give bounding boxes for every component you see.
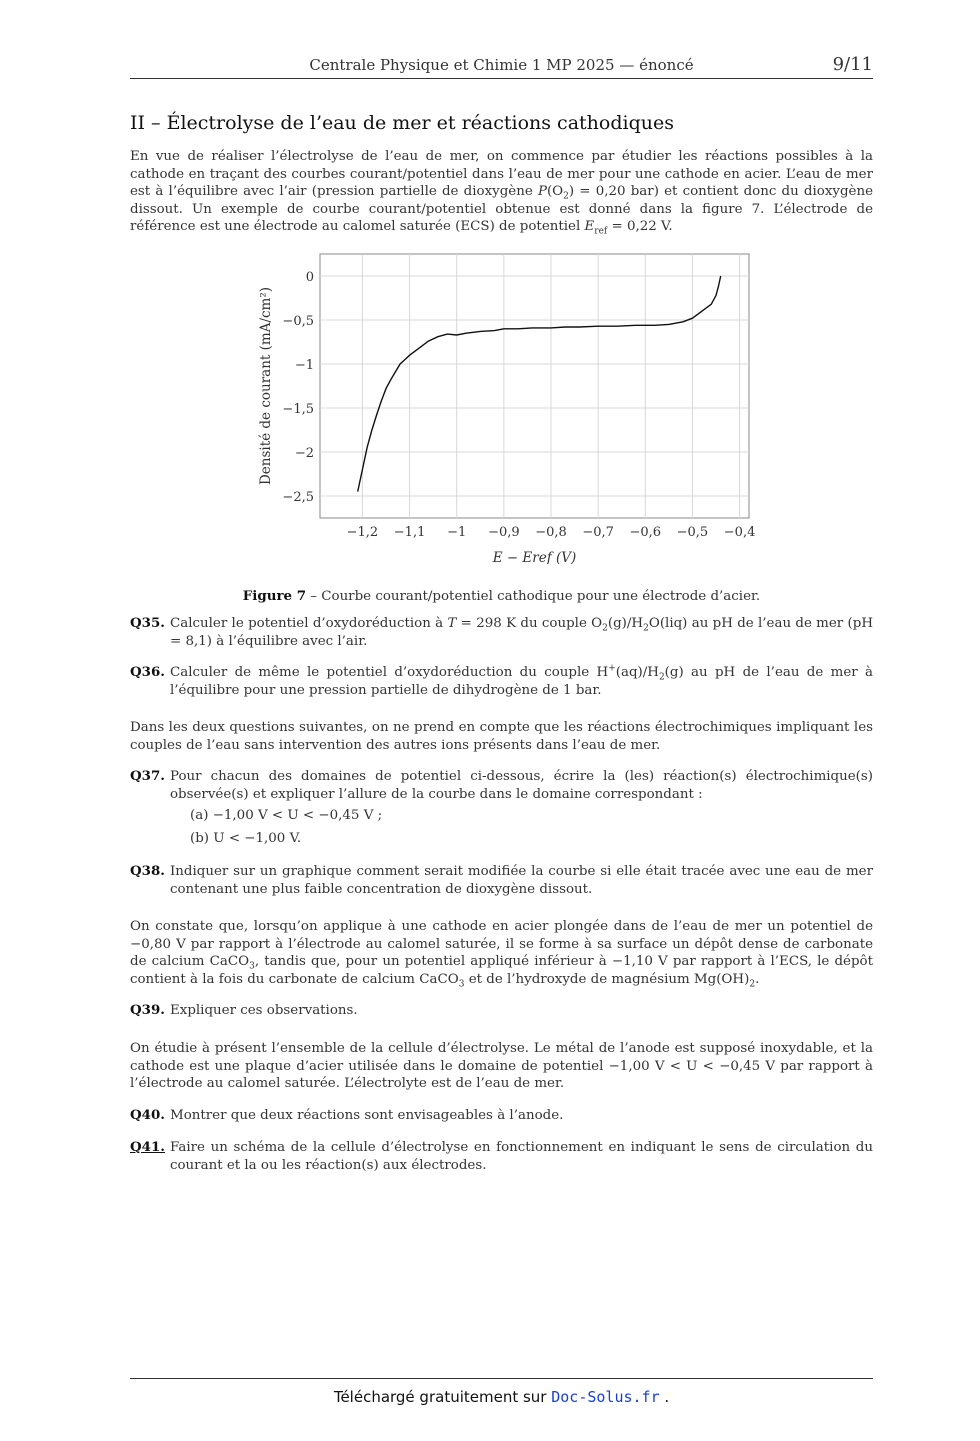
question-number: Q36. xyxy=(130,664,165,680)
paragraph-deposit: On constate que, lorsqu’on applique à une cathode en acier plongée dans de l’eau de mer un potentiel de −0,80 V par rapport à l’électrode au calomel saturée, il se forme à sa surface un dépôt dense de carbonate de calcium CaCO$_3$, tandis que, pour un potentiel appliqué inférieur à −1,10 V par rapport à l’ECS, le dépôt contient à la fois du carbonate de calcium CaCO$_3$ et de l’hydroxyde de magnésium $Mg(OH)_2$. xyxy=(130,919,873,990)
question-40 xyxy=(130,1107,873,1125)
page-footer: Téléchargé gratuitement sur Doc-Solus.fr . xyxy=(333,1388,670,1406)
x-tick-label: −0,4 xyxy=(723,525,756,540)
question-number: Q41. xyxy=(130,1139,165,1155)
paragraph-water-couples: Dans les deux questions suivantes, on ne prend en compte que les réactions électrochimiques impliquant les couples de l’eau sans intervention des autres ions présents dans l’eau de mer. xyxy=(130,720,873,753)
question-37-item-a: (a) −1,00 V < U < −0,45 V ; xyxy=(190,808,383,823)
question-36 xyxy=(130,664,873,699)
question-38 xyxy=(130,863,873,898)
y-tick-label: −2,5 xyxy=(282,490,314,505)
question-number: Q40. xyxy=(130,1107,165,1123)
x-tick-label: −1,1 xyxy=(393,525,426,540)
y-tick-label: −1 xyxy=(294,358,314,373)
page-header xyxy=(130,54,873,79)
footer-link[interactable]: Doc-Solus.fr xyxy=(551,1388,660,1406)
y-tick-label: −0,5 xyxy=(282,314,314,329)
current-potential-chart xyxy=(250,244,760,564)
x-tick-label: −1,2 xyxy=(346,525,379,540)
question-39 xyxy=(130,1002,873,1020)
section-title: II – Électrolyse de l’eau de mer et réactions cathodiques xyxy=(130,112,674,134)
footer-divider xyxy=(130,1378,873,1379)
x-tick-label: −0,7 xyxy=(582,525,614,540)
question-text: Faire un schéma de la cellule d’électrolyse en fonctionnement en indiquant le sens de circulation du courant et la ou les réaction(s) aux électrodes. xyxy=(170,1140,873,1173)
header-title: Centrale Physique et Chimie 1 MP 2025 — énoncé xyxy=(309,56,694,74)
x-tick-label: −0,9 xyxy=(488,525,520,540)
question-text: Indiquer sur un graphique comment serait modifiée la courbe si elle était tracée avec une eau de mer contenant une plus faible concentration de dioxygène dissout. xyxy=(170,864,873,897)
question-number: Q39. xyxy=(130,1002,165,1018)
x-tick-label: −1 xyxy=(447,525,467,540)
question-text: Montrer que deux réactions sont envisageables à l’anode. xyxy=(170,1108,564,1123)
question-text: Pour chacun des domaines de potentiel ci-dessous, écrire la (les) réaction(s) électrochimique(s) observée(s) et expliquer l’allure de la courbe dans le domaine correspondant : xyxy=(170,769,873,802)
y-tick-label: 0 xyxy=(305,270,314,285)
question-text: Calculer de même le potentiel d’oxydoréduction du couple $H^+(aq)/H_2(g)$ au pH de l’eau de mer à l’équilibre pour une pression partielle de dihydrogène de 1 bar. xyxy=(170,663,873,698)
question-41 xyxy=(130,1139,873,1174)
y-tick-label: −2 xyxy=(294,446,314,461)
figure-label: Figure 7 xyxy=(242,588,307,605)
question-35 xyxy=(130,615,873,650)
question-number: Q35. xyxy=(130,615,165,631)
x-tick-label: −0,5 xyxy=(676,525,709,540)
x-tick-label: −0,6 xyxy=(629,525,662,540)
question-number: Q38. xyxy=(130,863,165,879)
intro-paragraph: En vue de réaliser l’électrolyse de l’eau de mer, on commence par étudier les réactions possibles à la cathode en traçant des courbes courant/potentiel dans l’eau de mer pour une cathode en acier. L’eau de mer est à l’équilibre avec l’air (pression partielle de dioxygène $P(O_2) = 0,20$ bar) et contient donc du dioxygène dissout. Un exemple de courbe courant/potentiel obtenue est donné dans la figure 7. L’électrode de référence est une électrode au calomel saturée (ECS) de potentiel $E_{ref} = 0,22$ V. xyxy=(130,149,873,238)
page-number: 9/11 xyxy=(832,54,873,75)
y-axis-label: Densité de courant (mA/cm²) xyxy=(258,286,274,486)
y-tick-label: −1,5 xyxy=(282,402,314,417)
question-text: Expliquer ces observations. xyxy=(170,1003,358,1018)
question-text: Calculer le potentiel d’oxydoréduction à T = 298 K du couple $O_2(g)/H_2O(liq)$ au pH de l’eau de mer (pH = 8,1) à l’équilibre avec l’air. xyxy=(170,616,873,649)
question-37 xyxy=(130,768,873,803)
plot-frame xyxy=(320,254,749,518)
series-line xyxy=(358,276,721,492)
question-number: Q37. xyxy=(130,768,165,784)
paragraph-cell: On étudie à présent l’ensemble de la cellule d’électrolyse. Le métal de l’anode est supposé inoxydable, et la cathode est une plaque d’acier utilisée dans le domaine de potentiel −1,00 V < U < −0,45 V par rapport à l’électrode au calomel saturée. L’électrolyte est de l’eau de mer. xyxy=(130,1041,873,1092)
question-37-item-b: (b) U < −1,00 V. xyxy=(190,831,302,846)
x-axis-label: E − Eref (V) xyxy=(492,550,577,564)
figure-caption: Figure 7 – Courbe courant/potentiel cathodique pour une électrode d’acier. xyxy=(242,588,761,605)
x-tick-label: −0,8 xyxy=(535,525,567,540)
